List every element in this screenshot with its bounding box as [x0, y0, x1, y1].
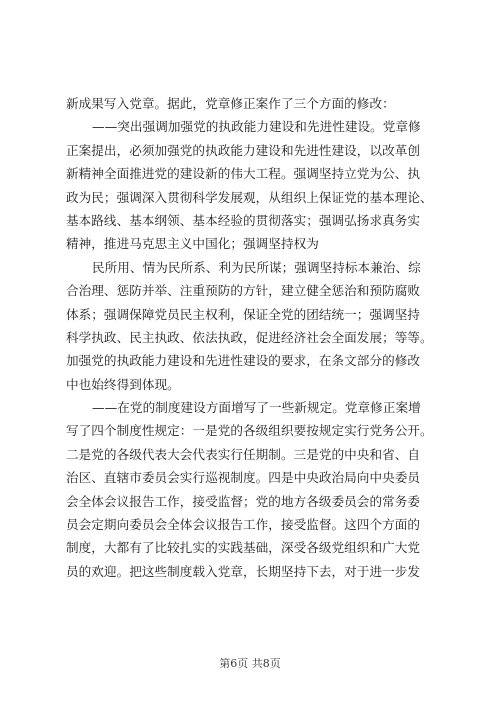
- text-line: 民所用、情为民所系、利为民所谋；强调坚持标本兼治、综: [92, 259, 421, 275]
- text-line: 员会定期向委员会全体会议报告工作，接受监督。这四个方面的: [66, 517, 421, 533]
- page-number-footer: 第6页 共8页: [219, 657, 281, 670]
- text-line: 加强党的执政能力建设和先进性建设的要求，在条文部分的修改: [66, 353, 421, 369]
- text-line: 中也始终得到体现。: [66, 376, 180, 392]
- body-text: [66, 92, 438, 583]
- text-line: 政为民；强调深入贯彻科学发展观，从组织上保证党的基本理论、: [66, 189, 433, 205]
- text-line: 正案提出，必须加强党的执政能力建设和先进性建设，以改革创: [66, 142, 421, 158]
- text-line: 科学执政、民主执政、依法执政，促进经济社会全面发展；等等。: [66, 329, 433, 345]
- text-line: 新成果写入党章。据此，党章修正案作了三个方面的修改：: [66, 96, 395, 111]
- text-line: ——突出强调加强党的执政能力建设和先进性建设。党章修: [92, 119, 421, 135]
- text-line: 新精神全面推进党的建设新的伟大工程。强调坚持立党为公、执: [66, 166, 421, 182]
- text-line: 基本路线、基本纲领、基本经验的贯彻落实；强调弘扬求真务实: [66, 212, 421, 228]
- text-line: 写了四个制度性规定：一是党的各级组织要按规定实行党务公开。: [66, 423, 433, 439]
- text-line: 员的欢迎。把这些制度载入党章，长期坚持下去，对于进一步发: [66, 563, 421, 579]
- text-line: 精神，推进马克思主义中国化；强调坚持权为: [66, 236, 319, 252]
- text-line: 制度，大都有了比较扎实的实践基础，深受各级党组织和广大党: [66, 540, 421, 556]
- text-line: 会全体会议报告工作，接受监督；党的地方各级委员会的常务委: [66, 493, 421, 509]
- text-line: 体系；强调保障党员民主权利，保证全党的团结统一；强调坚持: [66, 306, 421, 322]
- text-line: 二是党的各级代表大会代表实行任期制。三是党的中央和省、自: [66, 446, 421, 462]
- text-line: ——在党的制度建设方面增写了一些新规定。党章修正案增: [92, 400, 421, 416]
- text-line: 治区、直辖市委员会实行巡视制度。四是中央政治局向中央委员: [66, 470, 421, 486]
- text-line: 合治理、惩防并举、注重预防的方针，建立健全惩治和预防腐败: [66, 283, 421, 299]
